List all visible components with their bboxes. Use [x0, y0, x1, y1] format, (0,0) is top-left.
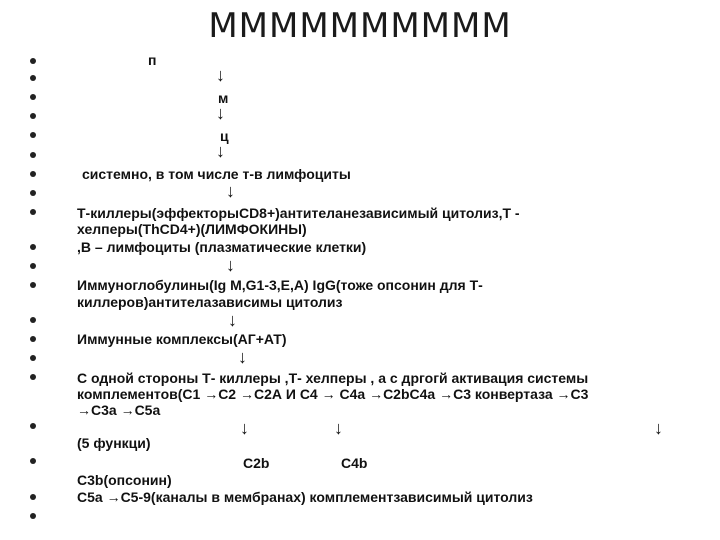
c2b-label: C2b: [243, 455, 270, 471]
bullet: [30, 113, 36, 119]
b-lymphocytes-line: ,В – лимфоциты (плазматические клетки): [77, 239, 367, 255]
bullet: [30, 75, 36, 81]
arrow-down-icon: ↓: [216, 141, 225, 161]
bullet: [30, 374, 36, 380]
node-c: ц: [220, 128, 229, 144]
node-m: м: [218, 90, 229, 106]
immune-complexes-line: Иммунные комплексы(АГ+АТ): [77, 331, 287, 347]
bullet: [30, 94, 36, 100]
system-line: системно, в том числе т-в лимфоциты: [82, 166, 351, 182]
bullet: [30, 244, 36, 250]
arrow-down-icon: ↓: [226, 255, 235, 275]
arrow-down-icon: ↓: [334, 418, 343, 438]
arrow-down-icon: ↓: [240, 418, 249, 438]
killers-line-2: хелперы(ThCD4+)(ЛИМФОКИНЫ): [77, 221, 307, 237]
ig-line-2: киллеров)антителазависимы цитолиз: [77, 294, 343, 310]
bullet: [30, 458, 36, 464]
bullet: [30, 494, 36, 500]
arrow-down-icon: ↓: [216, 103, 225, 123]
killers-line-1: Т-киллеры(эффекторыCD8+)антителанезависимый цитолиз,Т -: [77, 205, 520, 221]
arrow-down-icon: ↓: [226, 181, 235, 201]
bullet: [30, 58, 36, 64]
functions-line: (5 функци): [77, 435, 151, 451]
arrow-down-icon: ↓: [654, 418, 663, 438]
c4b-label: C4b: [341, 455, 368, 471]
c3b-line: C3b(опсонин): [77, 472, 172, 488]
arrow-down-icon: ↓: [216, 65, 225, 85]
bullet: [30, 336, 36, 342]
bullet: [30, 355, 36, 361]
bullet: [30, 263, 36, 269]
activation-line-2: комплементов(С1 →С2 →С2А И С4 → С4а →С2bС4а →С3 конвертаза →С3: [77, 386, 589, 402]
bullet: [30, 132, 36, 138]
arrow-down-icon: ↓: [238, 347, 247, 367]
arrow-down-icon: ↓: [228, 310, 237, 330]
bullet: [30, 317, 36, 323]
ig-line-1: Иммуноглобулины(Ig M,G1-3,E,A) IgG(тоже опсонин для Т-: [77, 277, 483, 293]
bullet: [30, 171, 36, 177]
bullet: [30, 190, 36, 196]
bullet: [30, 423, 36, 429]
node-p: п: [148, 52, 157, 68]
bullet: [30, 513, 36, 519]
activation-line-1: С одной стороны Т- киллеры ,Т- хелперы , а с дргогй активация системы: [77, 370, 589, 386]
slide-title: ММММММММММ: [208, 6, 512, 46]
activation-line-3: →С3а →С5а: [77, 402, 161, 418]
bullet: [30, 152, 36, 158]
c5a-line: C5a →C5-9(каналы в мембранах) комплементзависимый цитолиз: [77, 489, 533, 505]
bullet: [30, 282, 36, 288]
bullet: [30, 209, 36, 215]
